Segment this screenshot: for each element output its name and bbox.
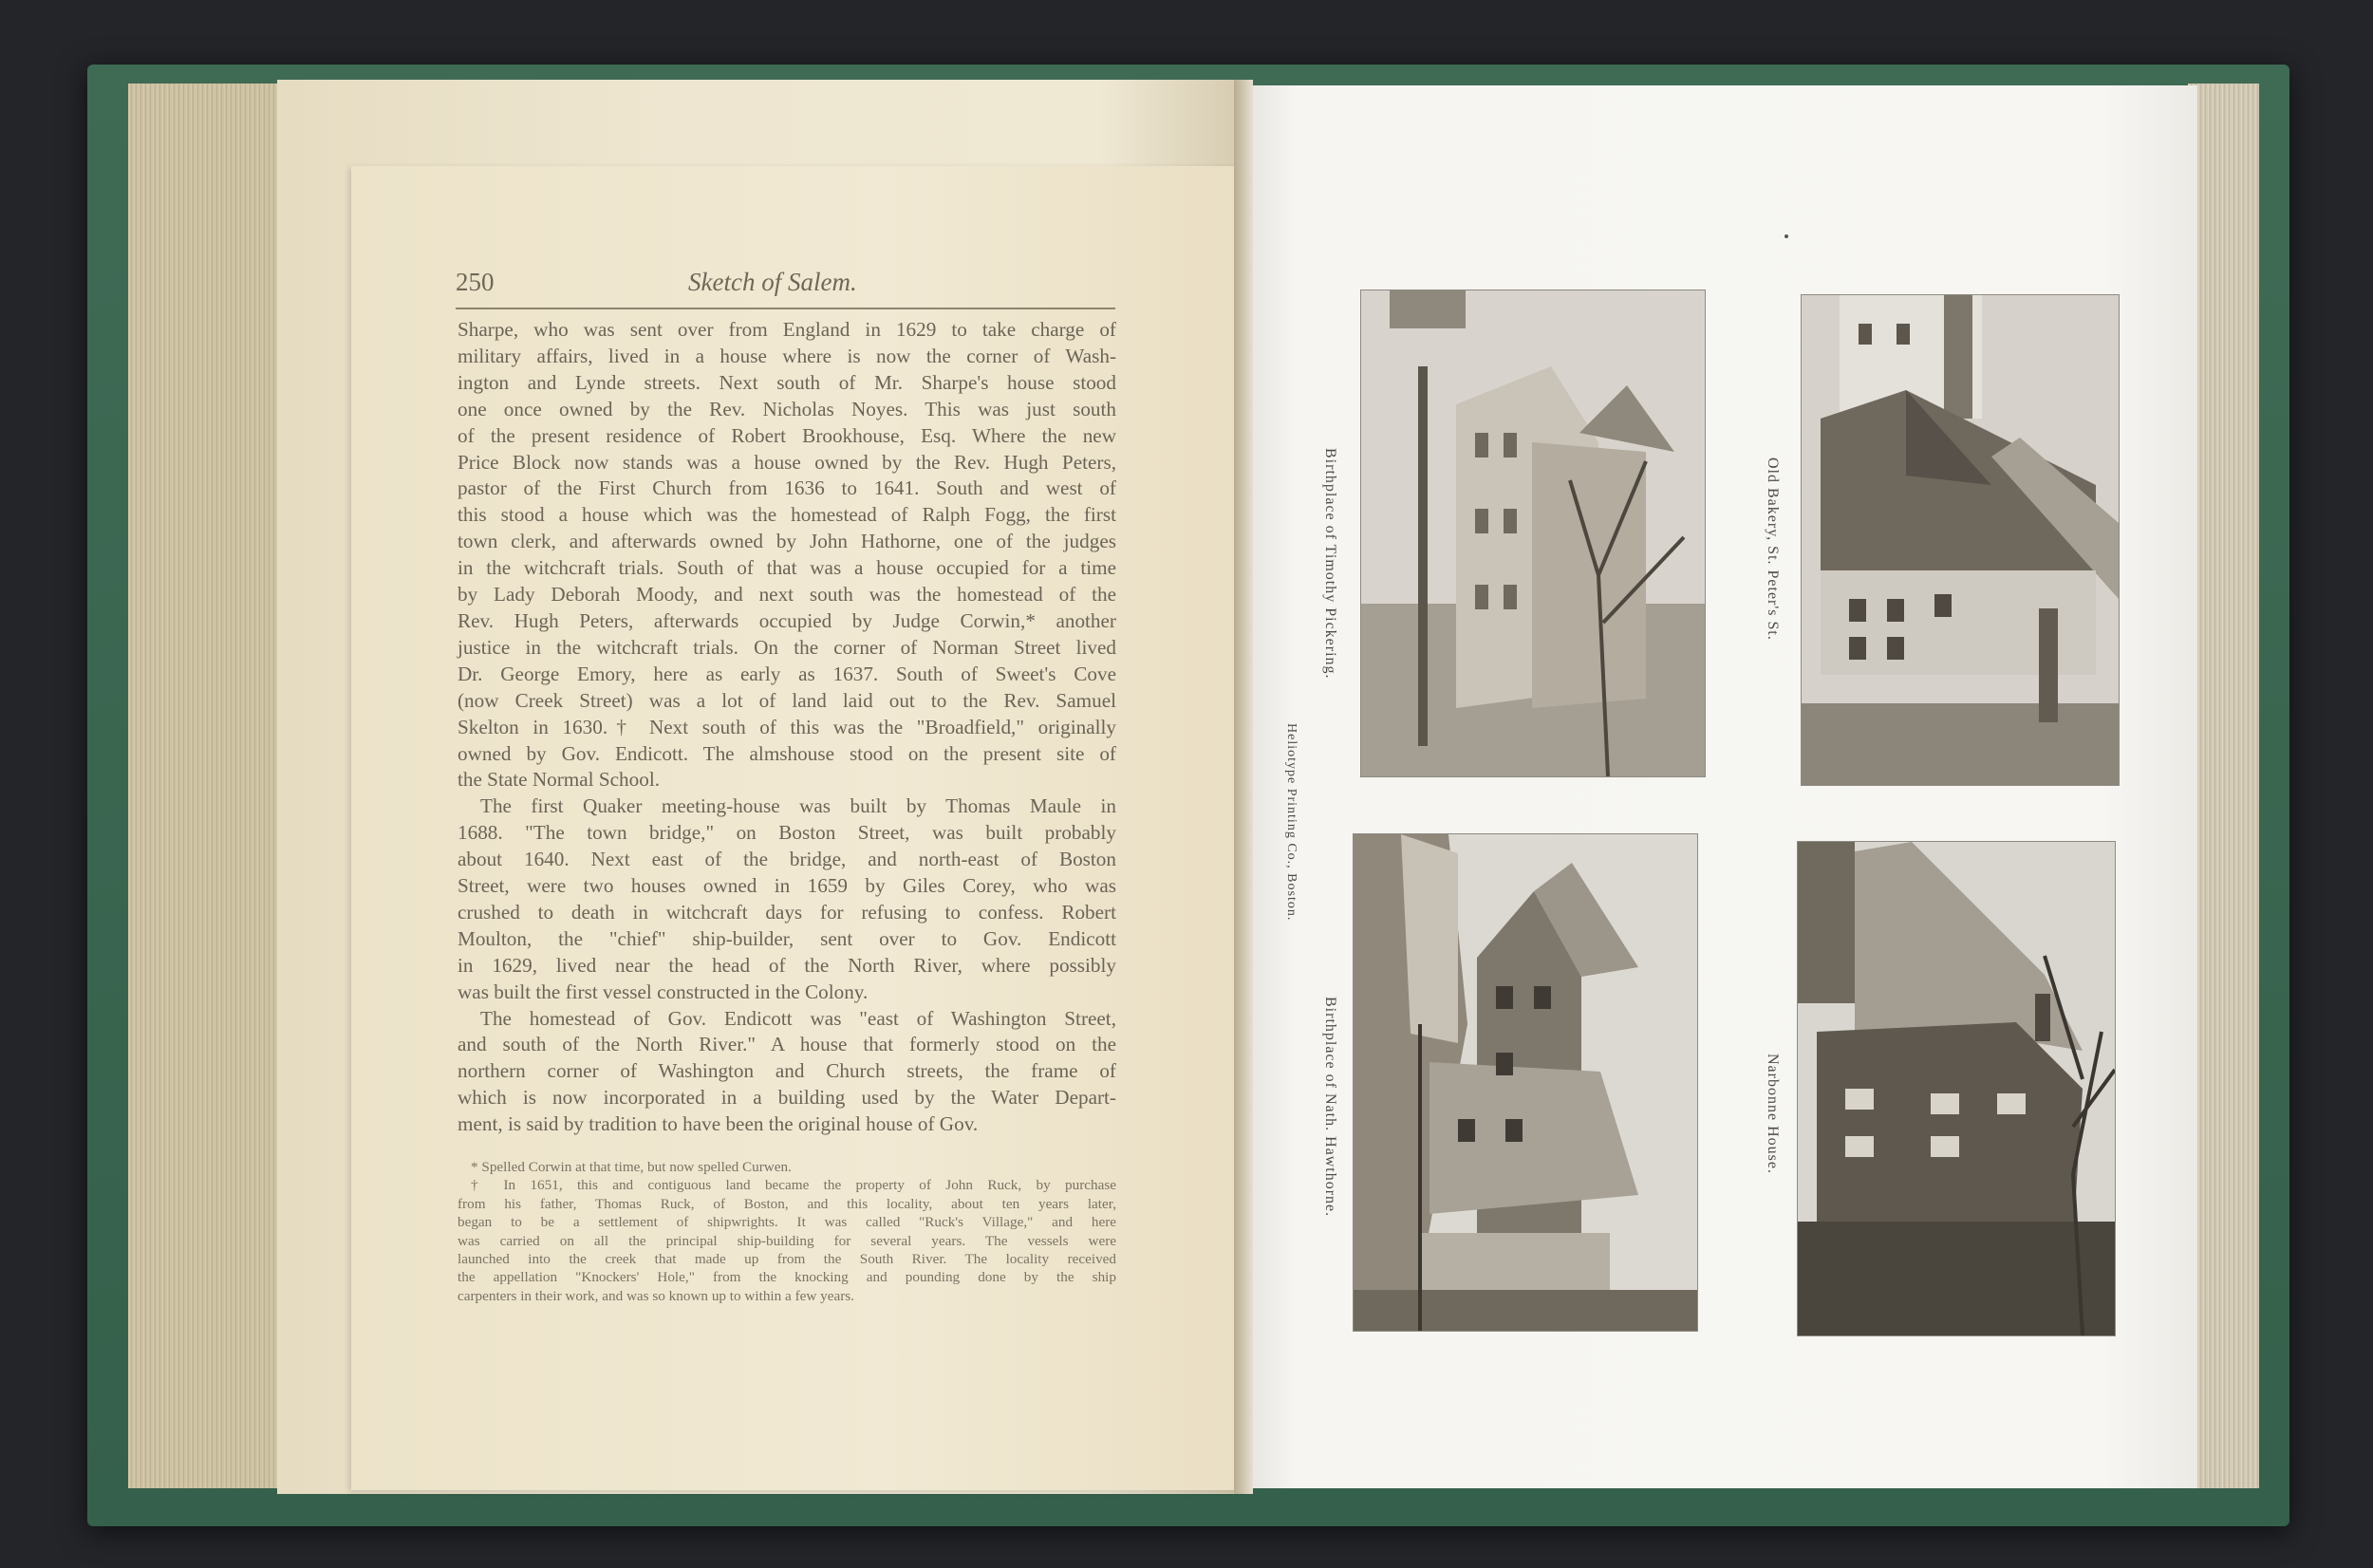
footnote-line: began to be a settlement of shipwrights. It was called "Ruck's Village," and here	[458, 1214, 1116, 1231]
caption-hawthorne: Birthplace of Nath. Hawthorne.	[1322, 997, 1338, 1218]
body-text-line: northern corner of Washington and Church streets, the frame of	[458, 1059, 1116, 1083]
footnote-line: from his father, Thomas Ruck, of Boston, and this locality, about ten years later,	[458, 1195, 1116, 1212]
caption-old-bakery: Old Bakery, St. Peter's St.	[1765, 457, 1781, 641]
right-page-edges	[2188, 84, 2259, 1488]
book-gutter	[1234, 80, 1253, 1494]
body-text-line: owned by Gov. Endicott. The almshouse stood on the present site of	[458, 741, 1116, 765]
body-text-line: The first Quaker meeting-house was built by Thomas Maule in	[480, 794, 1116, 818]
caption-narbonne: Narbonne House.	[1765, 1054, 1781, 1174]
body-text-line: justice in the witchcraft trials. On the corner of Norman Street lived	[458, 635, 1116, 659]
body-text-line: Street, were two houses owned in 1659 by Giles Corey, who was	[458, 874, 1116, 898]
body-text-line: Moulton, the "chief" ship-builder, sent over to Gov. Endicott	[458, 926, 1116, 950]
footnote-line: was carried on all the principal ship-building for several years. The vessels were	[458, 1232, 1116, 1249]
body-text-line: and south of the North River." A house that formerly stood on the	[458, 1033, 1116, 1056]
photo-pickering-birthplace	[1360, 289, 1706, 777]
body-text-line: crushed to death in witchcraft days for refusing to confess. Robert	[458, 900, 1116, 924]
photo-narbonne-house	[1797, 841, 2116, 1336]
photo-old-bakery	[1801, 294, 2120, 786]
body-text-line: in 1629, lived near the head of the North River, where possibly	[458, 953, 1116, 977]
body-text-line: in the witchcraft trials. South of that was a house occupied for a time	[458, 556, 1116, 580]
body-text-line: ment, is said by tradition to have been the original house of Gov.	[458, 1112, 979, 1136]
body-text-line: which is now incorporated in a building used by the Water Depart-	[458, 1086, 1116, 1110]
page-number: 250	[456, 268, 495, 296]
body-text-line: military affairs, lived in a house where is now the corner of Wash-	[458, 344, 1116, 367]
body-text-line: was built the first vessel constructed in the Colony.	[458, 980, 869, 1003]
body-text-line: town clerk, and afterwards owned by John Hathorne, one of the judges	[458, 530, 1116, 553]
ink-speck	[1784, 234, 1788, 238]
footnote-line: * Spelled Corwin at that time, but now spelled Curwen.	[471, 1159, 792, 1175]
body-text-line: the State Normal School.	[458, 768, 661, 792]
running-head-title: Sketch of Salem.	[688, 268, 857, 296]
body-text-line: one once owned by the Rev. Nicholas Noyes. This was just south	[458, 397, 1116, 420]
footnote-line: the appellation "Knockers' Hole," from the knocking and pounding done by the ship	[458, 1269, 1116, 1286]
body-text-line: Sharpe, who was sent over from England in 1629 to take charge of	[458, 318, 1116, 341]
body-text-line: The homestead of Gov. Endicott was "east of Washington Street,	[480, 1006, 1116, 1030]
footnotes	[458, 1158, 1116, 1305]
footnote-line: launched into the creek that made up from the South River. The locality received	[458, 1251, 1116, 1268]
body-text-line: of the present residence of Robert Brookhouse, Esq. Where the new	[458, 423, 1116, 447]
body-text-line: Dr. George Emory, here as early as 1637. South of Sweet's Cove	[458, 662, 1116, 685]
body-text-line: Skelton in 1630.† Next south of this was the "Broadfield," originally	[458, 715, 1116, 738]
body-text-line: pastor of the First Church from 1636 to 1641. South and west of	[458, 476, 1116, 500]
caption-pickering: Birthplace of Timothy Pickering.	[1322, 448, 1338, 680]
body-text-line: (now Creek Street) was a lot of land laid out to the Rev. Samuel	[458, 688, 1116, 712]
body-text-line: 1688. "The town bridge," on Boston Street, was built probably	[458, 821, 1116, 845]
footnote-line: † In 1651, this and contiguous land became the property of John Ruck, by purchase	[471, 1177, 1116, 1194]
caption-printer-credit: Heliotype Printing Co., Boston.	[1284, 723, 1299, 922]
body-text	[458, 317, 1116, 1138]
body-text-line: ington and Lynde streets. Next south of Mr. Sharpe's house stood	[458, 370, 1116, 394]
body-text-line: Price Block now stands was a house owned by the Rev. Hugh Peters,	[458, 450, 1116, 474]
photo-hawthorne-birthplace	[1353, 833, 1698, 1332]
body-text-line: by Lady Deborah Moody, and next south was the homestead of the	[458, 583, 1116, 607]
footnote-line: carpenters in their work, and was so known up to within a few years.	[458, 1287, 854, 1304]
body-text-line: this stood a house which was the homestead of Ralph Fogg, the first	[458, 503, 1116, 527]
running-head	[456, 266, 1115, 309]
body-text-line: about 1640. Next east of the bridge, and north-east of Boston	[458, 848, 1116, 871]
body-text-line: Rev. Hugh Peters, afterwards occupied by Judge Corwin,* another	[458, 608, 1116, 632]
